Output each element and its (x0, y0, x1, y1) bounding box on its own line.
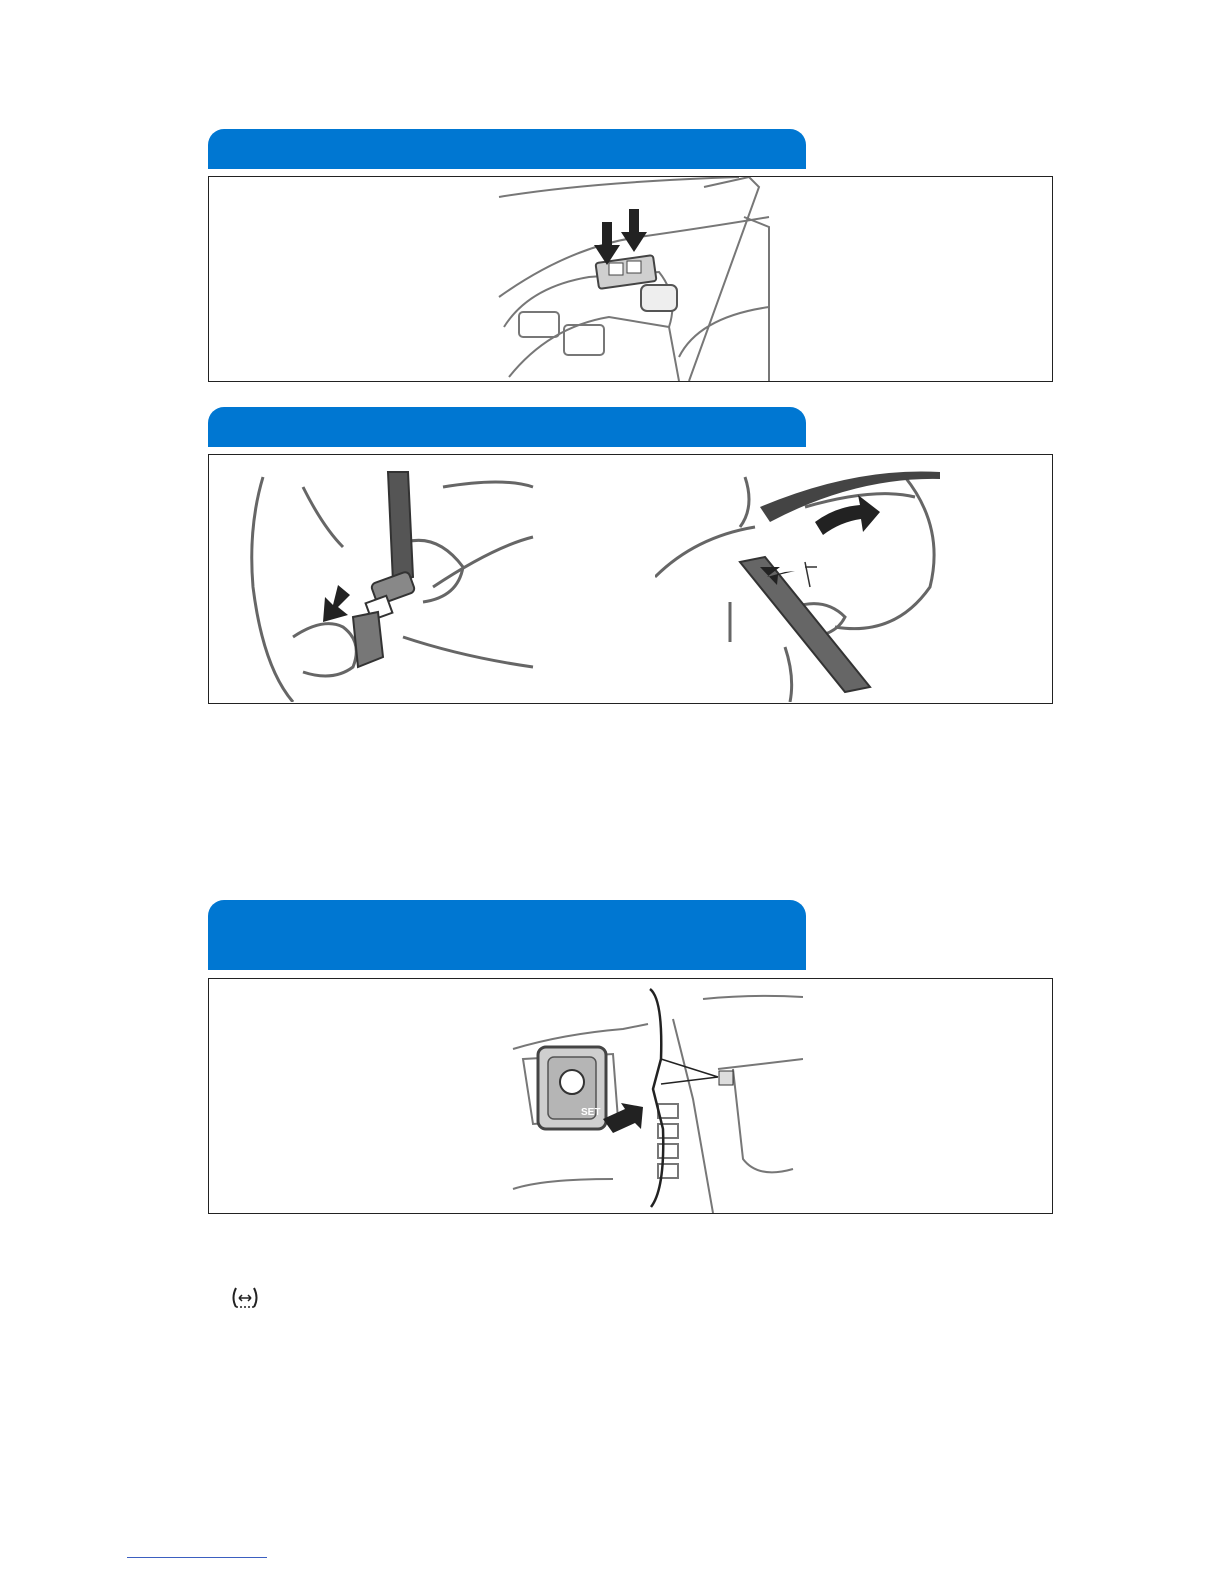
section-header-seat-belt (208, 407, 806, 447)
footer-rule (127, 1557, 267, 1558)
seat-belt-shoulder-adjust-illustration (655, 467, 955, 702)
tpms-set-button-illustration (503, 979, 803, 1213)
window-lock-illustration (489, 177, 789, 381)
tpms-set-label: SET (581, 1107, 601, 1118)
section-header-tpms (208, 900, 806, 970)
window-lock-panel (208, 176, 1053, 382)
seat-belt-fastening-illustration (243, 467, 543, 702)
seat-belt-panel (208, 454, 1053, 704)
tpms-panel (208, 978, 1053, 1214)
tire-pressure-symbol-icon (228, 1284, 262, 1312)
section-header-window-lock (208, 129, 806, 169)
